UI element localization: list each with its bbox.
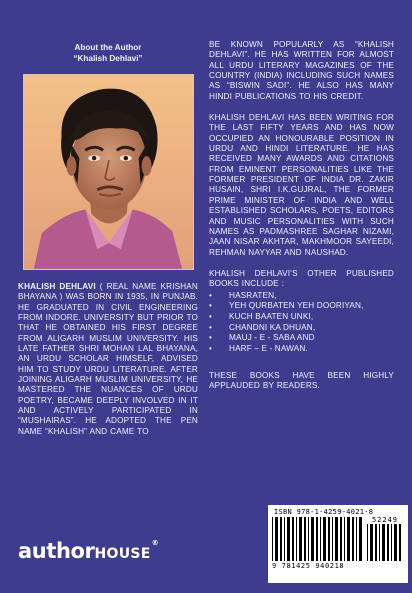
barcode-bar — [316, 517, 318, 561]
isbn-barcode — [268, 505, 408, 583]
list-item — [209, 291, 394, 302]
closing-paragraph: THESE BOOKS HAVE BEEN HIGHLY APPLAUDED BY READERS. — [209, 370, 394, 391]
addon-block — [367, 517, 403, 561]
author-biography — [18, 282, 198, 437]
author-portrait-icon — [24, 75, 193, 269]
bullet-icon: • — [209, 344, 213, 354]
list-item — [209, 333, 394, 344]
bullet-icon: • — [209, 322, 213, 332]
barcode-bar — [394, 524, 397, 561]
barcode-bar — [328, 517, 330, 561]
bio-lead-name: KHALISH DEHLAVI — [18, 282, 96, 291]
barcode-bar — [340, 517, 342, 561]
barcode-bar — [387, 524, 389, 561]
barcode-bars — [272, 517, 404, 561]
right-column — [209, 40, 394, 402]
barcode-bar — [308, 517, 309, 561]
barcode-bar — [292, 517, 294, 561]
barcode-bar — [379, 524, 380, 561]
logo-main-text: author — [18, 539, 95, 563]
barcode-bar — [287, 517, 290, 561]
barcode-bar — [299, 517, 302, 561]
isbn-label: ISBN 978-1-4259-4021-8 — [274, 508, 374, 516]
barcode-bar — [272, 517, 273, 561]
barcode-bar — [284, 517, 285, 561]
list-item — [209, 323, 394, 334]
list-item — [209, 312, 394, 323]
barcode-digits: 9 781425 940218 — [272, 562, 345, 570]
book-title: KUCH BAATEN UNKI, — [229, 311, 314, 321]
ean-barcode-icon — [272, 517, 364, 561]
barcode-bar — [382, 524, 385, 561]
book-title: HARF – E - NAWAN. — [229, 344, 308, 354]
author-photo — [23, 74, 194, 270]
book-title: HASRATEN, — [229, 290, 277, 300]
about-name-line: “Khalish Dehlavi” — [73, 54, 143, 63]
left-column — [18, 40, 198, 437]
books-intro: KHALISH DEHLAVI’S OTHER PUBLISHED BOOKS INCLUDE : — [209, 268, 394, 289]
barcode-bar — [391, 524, 392, 561]
awards-paragraph: KHALISH DEHLAVI HAS BEEN WRITING FOR THE LAST FIFTY YEARS AND HAS NOW OCCUPIED AN HONOURABLE POSITION IN URDU AND HINDI LITERATURE. HE HAS RECEIVED MANY AWARDS AND CITATIONS FROM EMINENT PERSONALITIES LIKE THE FORMER PRESIDENT OF INDIA DR. ZAKIR HUSAIN, SHRI I.K.GUJRAL, THE FORMER PRIME MINISTER OF INDIA AND WELL ESTABLISHED SCHOLARS, POETS, EDITORS AND MUSIC PERSONALITIES WITH SUCH NAMES AS PADMASHREE SAGHAR NIZAMI, JAAN NISAR AKHTAR, MAKHMOOR SAYEEDI, REHMAN NAYYAR AND NAUSHAD. — [209, 113, 394, 257]
bullet-icon: • — [209, 301, 213, 311]
barcode-bar — [332, 517, 333, 561]
logo-caps-text: HOUSE — [94, 546, 151, 562]
barcode-bar — [375, 524, 377, 561]
about-heading-line: About the Author — [74, 43, 142, 52]
barcode-bar — [280, 517, 282, 561]
book-title: YEH QURBATEN YEH DOORIYAN, — [229, 301, 364, 311]
bullet-icon: • — [209, 311, 213, 321]
bullet-icon: • — [209, 290, 213, 300]
bio-text: ( REAL NAME KRISHAN BHAYANA ) WAS BORN IN 1935, IN PUNJAB. HE GRADUATED IN CIVIL ENGINEERING FROM INDORE. UNIVERSITY BUT PRIOR TO THAT HE OBTAINED HIS FIRST DEGREE FROM ALIGARH MUSLIM UNIVERSITY. HIS LATE FATHER SHRI MOHAN LAL BHAYANA, AN URDU SCHOLAR HIMSELF, ADVISED HIM TO STUDY URDU LITERATURE. AFTER JOINING ALIGARH MUSLIM UNIVERSITY, HE MASTERED THE NUANCES OF URDU POETRY, BECAME DEEPLY INVOLVED IN IT AND ACTIVELY PARTICIPATED IN “MUSHAIRAS”. HE ADOPTED THE PEN NAME “KHALISH” AND CAME TO — [18, 282, 198, 436]
about-author-heading — [18, 42, 198, 64]
bio-continuation: BE KNOWN POPULARLY AS “KHALISH DEHLAVI”. HE HAS WRITTEN FOR ALMOST ALL URDU LITERARY MAGAZINES OF THE COUNTRY (INDIA) INCLUDING SUCH NAMES AS “BISWIN SADI”. HE ALSO HAS MANY HINDI PUBLICATIONS TO HIS CREDIT. — [209, 40, 394, 101]
book-title: MAUJ - E - SABA AND — [229, 333, 315, 343]
list-item — [209, 344, 394, 355]
barcode-bar — [311, 517, 314, 561]
publisher-logo — [18, 539, 158, 563]
barcode-bar — [335, 517, 338, 561]
registered-mark: ® — [151, 539, 159, 547]
addon-code: 52249 — [371, 516, 399, 524]
barcode-bar — [320, 517, 321, 561]
barcode-bar — [275, 517, 278, 561]
barcode-bar — [323, 517, 326, 561]
book-title: CHANDNI KA DHUAN, — [229, 322, 316, 332]
barcode-bar — [356, 517, 357, 561]
barcode-bar — [359, 517, 362, 561]
barcode-bar — [296, 517, 297, 561]
barcode-bar — [367, 524, 368, 561]
barcode-bar — [344, 517, 345, 561]
barcode-bar — [352, 517, 354, 561]
barcode-bar — [304, 517, 306, 561]
barcode-bar — [347, 517, 350, 561]
barcode-bar — [399, 524, 401, 561]
books-list — [209, 291, 394, 355]
barcode-bar — [370, 524, 373, 561]
list-item — [209, 301, 394, 312]
bullet-icon: • — [209, 333, 213, 343]
addon-bars — [367, 524, 403, 561]
ean-bars — [272, 517, 364, 561]
addon-barcode-icon — [367, 524, 403, 561]
